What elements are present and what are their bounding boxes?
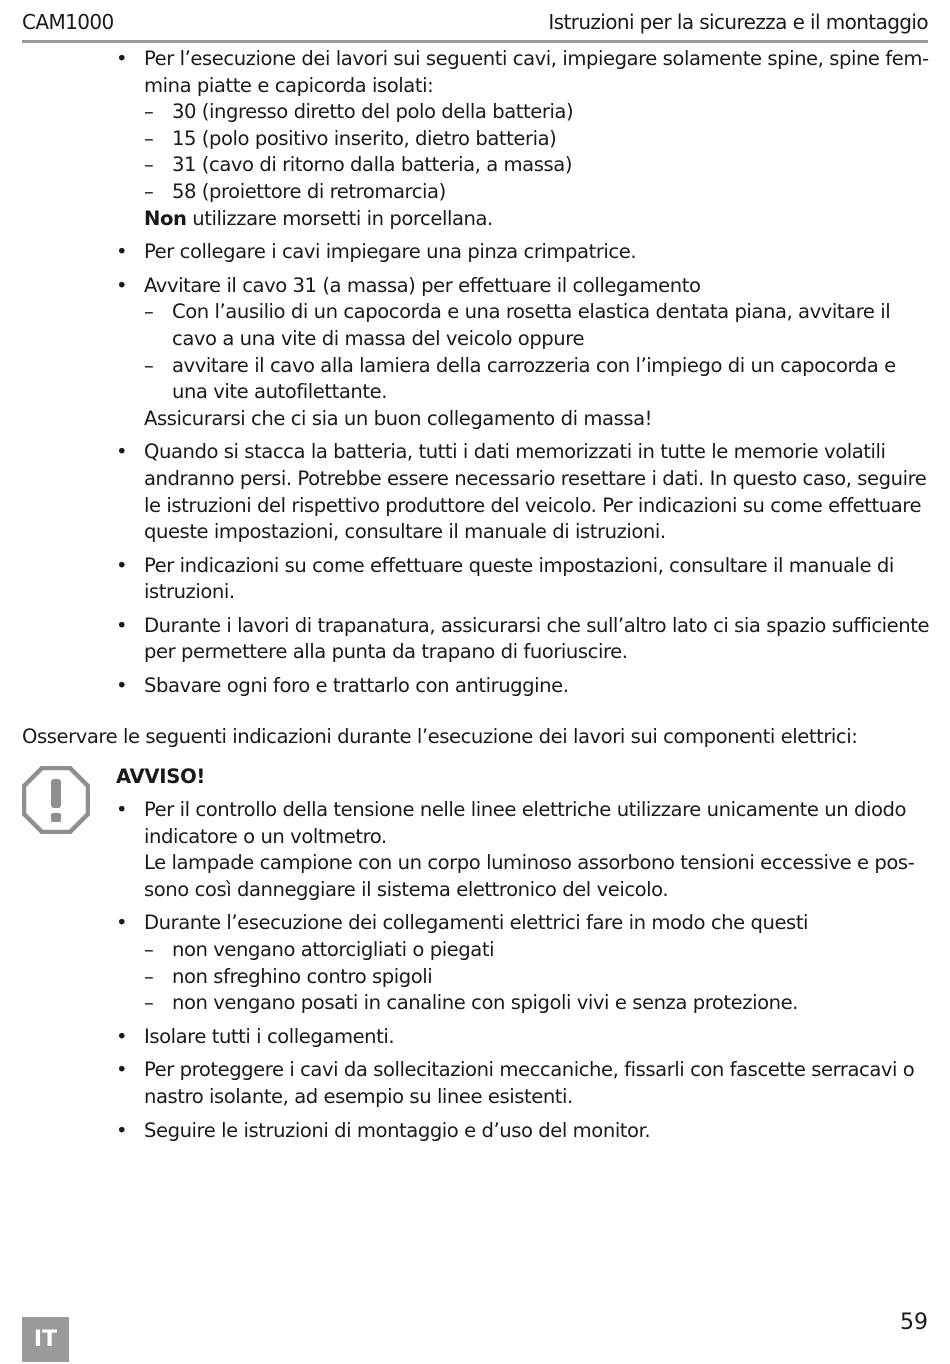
warning-instructions-list (116, 797, 930, 1151)
list-item (116, 553, 930, 606)
sub-list-item: – 30 (ingresso diretto del polo della batteria) (144, 99, 930, 126)
list-item-text: Per proteggere i cavi da sollecitazioni meccaniche, fissarli con fascette serracavi o nastro isolante, ad esempio su linee esistenti. (144, 1058, 915, 1108)
list-item-text: Sbavare ogni foro e trattarlo con antiruggine. (144, 674, 569, 698)
sub-list-item: – avvitare il cavo alla lamiera della carrozzeria con l’impiego di un capocorda e una vite autofilettante. (144, 353, 930, 406)
list-item-text: Durante i lavori di trapanatura, assicurarsi che sull’altro lato ci sia spazio sufficiente per permettere alla punta da trapano di fuoriuscire. (144, 613, 930, 664)
list-item-text: Seguire le istruzioni di montaggio e d’uso del monitor. (144, 1118, 651, 1142)
list-item (116, 613, 930, 666)
list-item (116, 273, 930, 433)
list-item-text: Per indicazioni su come effettuare queste impostazioni, consultare il manuale di istruzioni. (144, 553, 894, 604)
electrical-work-intro: Osservare le seguenti indicazioni durante l’esecuzione dei lavori sui componenti elettrici: (22, 725, 858, 748)
sub-list-item: – non sfreghino contro spigoli (144, 964, 930, 991)
sub-list (144, 99, 930, 205)
list-item (116, 1057, 930, 1110)
sub-list-item: – non vengano posati in canaline con spigoli vivi e senza protezione. (144, 990, 930, 1017)
list-item (116, 910, 930, 1016)
list-item-text: Durante l’esecuzione dei collegamenti elettrici fare in modo che questi (144, 911, 809, 935)
warning-octagon-exclamation-icon (22, 766, 90, 834)
sub-list-item: – 31 (cavo di ritorno dalla batteria, a massa) (144, 152, 930, 179)
list-item (116, 1024, 930, 1051)
list-item-text: Per l’esecuzione dei lavori sui seguenti cavi, impiegare solamente spine, spine femmina piatte e capicorda isolati: (144, 47, 930, 97)
list-item-note (144, 206, 930, 233)
list-item (116, 797, 930, 903)
list-item-text: Isolare tutti i collegamenti. (144, 1024, 395, 1048)
page-number: 59 (900, 1310, 928, 1335)
list-item (116, 239, 930, 266)
list-item-note: Le lampade campione con un corpo luminoso assorbono tensioni eccessive e possono così danneggiare il sistema elettronico del veicolo. (144, 851, 915, 901)
note-text: utilizzare morsetti in porcellana. (186, 206, 493, 230)
page-header (22, 8, 928, 43)
list-item-text: Avvitare il cavo 31 (a massa) per effettuare il collegamento (144, 273, 701, 297)
sub-list-item: – Con l’ausilio di un capocorda e una rosetta elastica dentata piana, avvitare il cavo a una vite di massa del veicolo oppure (144, 299, 930, 352)
section-title: Istruzioni per la sicurezza e il montaggio (548, 10, 928, 34)
warning-title: AVVISO! (116, 765, 206, 788)
product-name: CAM1000 (22, 10, 114, 34)
installation-instructions-list (116, 46, 930, 707)
sub-list (144, 299, 930, 405)
sub-list-item: – 58 (proiettore di retromarcia) (144, 179, 930, 206)
list-item (116, 1118, 930, 1145)
list-item (116, 46, 930, 232)
sub-list-item: – non vengano attorcigliati o piegati (144, 937, 930, 964)
sub-list-item: – 15 (polo positivo inserito, dietro batteria) (144, 126, 930, 153)
list-item (116, 673, 930, 700)
emphasis: Non (144, 206, 187, 230)
list-item-text: Quando si stacca la batteria, tutti i dati memorizzati in tutte le memorie volatili andranno persi. Potrebbe essere necessario resettare i dati. In questo caso, seguire le istruzioni del rispettivo produttore del veicolo. Per indicazioni su come effettuare queste impostazioni, consultare il manuale di istruzioni. (144, 440, 927, 544)
list-item-note: Assicurarsi che ci sia un buon collegamento di massa! (144, 406, 653, 430)
language-badge: IT (22, 1317, 69, 1362)
list-item (116, 439, 930, 545)
sub-list (144, 937, 930, 1017)
list-item-text: Per il controllo della tensione nelle linee elettriche utilizzare unicamente un diodo indicatore o un voltmetro. (144, 798, 907, 848)
list-item-text: Per collegare i cavi impiegare una pinza crimpatrice. (144, 240, 637, 264)
